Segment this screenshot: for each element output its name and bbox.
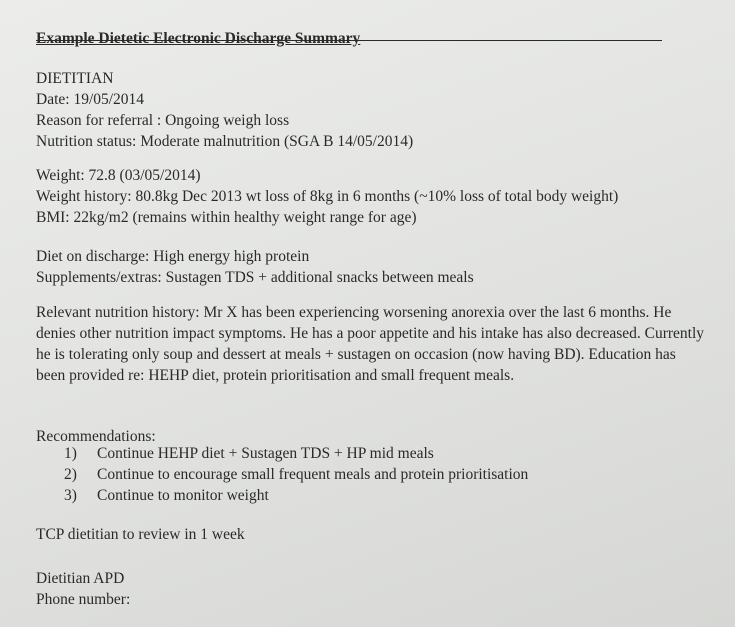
recommendation-number: 3) bbox=[64, 487, 77, 504]
measurements-section bbox=[36, 165, 716, 228]
recommendation-item bbox=[64, 485, 528, 506]
review-line: TCP dietitian to review in 1 week bbox=[36, 526, 245, 543]
recommendation-text: Continue HEHP diet + Sustagen TDS + HP mid meals bbox=[97, 445, 434, 462]
phone-number-label: Phone number: bbox=[36, 591, 131, 608]
recommendation-text: Continue to encourage small frequent meals and protein prioritisation bbox=[97, 466, 529, 483]
signature-name: Dietitian APD bbox=[36, 570, 125, 587]
recommendation-item bbox=[64, 464, 528, 485]
document-title: Example Dietetic Electronic Discharge Summary bbox=[36, 30, 361, 47]
diet-section bbox=[36, 246, 716, 288]
recommendation-item bbox=[64, 443, 528, 464]
recommendation-number: 2) bbox=[64, 466, 77, 483]
date-line: Date: 19/05/2014 bbox=[36, 91, 145, 108]
recommendations-heading: Recommendations: bbox=[36, 428, 156, 445]
recommendation-text: Continue to monitor weight bbox=[97, 487, 269, 504]
recommendations-list bbox=[64, 443, 528, 506]
supplements-line: Supplements/extras: Sustagen TDS + additional snacks between meals bbox=[36, 269, 474, 286]
referral-reason: Reason for referral : Ongoing weigh loss bbox=[36, 112, 290, 129]
weight-line: Weight: 72.8 (03/05/2014) bbox=[36, 167, 201, 184]
title-underline bbox=[36, 40, 662, 41]
role-label: DIETITIAN bbox=[36, 70, 114, 87]
bmi-line: BMI: 22kg/m2 (remains within healthy weight range for age) bbox=[36, 209, 417, 226]
nutrition-history-paragraph: Relevant nutrition history: Mr X has been experiencing worsening anorexia over the last 6 months. He denies other nutrition impact symptoms. He has a poor appetite and his intake has also decreased. Currently he is tolerating only soup and dessert at meals + sustagen on occasion (now having BD). Education has been provided re: HEHP diet, protein prioritisation and small frequent meals. bbox=[36, 304, 705, 384]
signature-section bbox=[36, 568, 716, 610]
diet-discharge-line: Diet on discharge: High energy high protein bbox=[36, 248, 310, 265]
header-section bbox=[36, 68, 716, 152]
nutrition-status: Nutrition status: Moderate malnutrition (SGA B 14/05/2014) bbox=[36, 133, 414, 150]
recommendation-number: 1) bbox=[64, 445, 77, 462]
history-section bbox=[36, 302, 716, 386]
weight-history-line: Weight history: 80.8kg Dec 2013 wt loss of 8kg in 6 months (~10% loss of total body weight) bbox=[36, 188, 619, 205]
